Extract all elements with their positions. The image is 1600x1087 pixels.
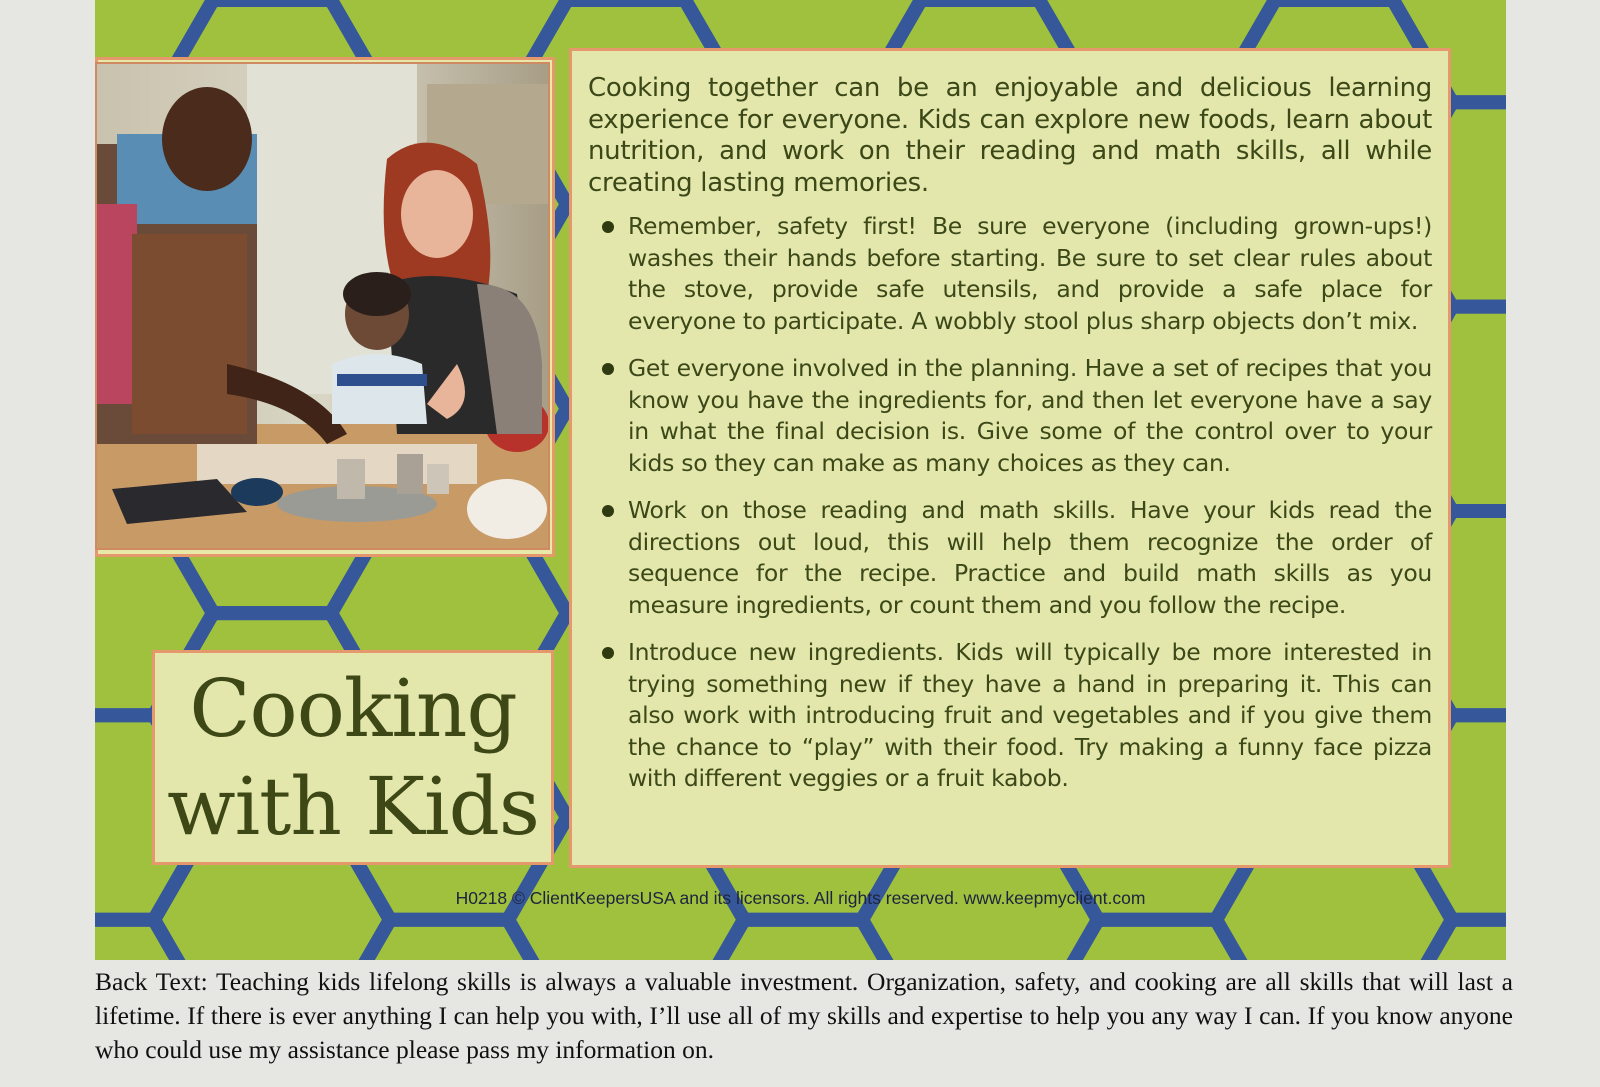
tip-item (588, 211, 1432, 337)
bullet-icon (602, 647, 614, 659)
tip-text: Get everyone involved in the planning. Have a set of recipes that you know you have the ingredients for, and then let everyone have a say in what the final decision is. Give some of the control over to your kids so they can make as many choices as they can. (628, 354, 1432, 477)
bullet-icon (602, 505, 614, 517)
tip-item (588, 637, 1432, 795)
family-cooking-photo (95, 62, 550, 550)
tip-text: Introduce new ingredients. Kids will typically be more interested in trying something new if they have a hand in preparing it. This can also work with introducing fruit and vegetables and if you give them the chance to “play” with their food. Try making a funny face pizza with different veggies or a fruit kabob. (628, 638, 1432, 792)
bullet-icon (602, 363, 614, 375)
title-box (152, 650, 554, 865)
tips-panel (569, 48, 1451, 868)
bullet-icon (602, 221, 614, 233)
intro-paragraph: Cooking together can be an enjoyable and delicious learning experience for everyone. Kids can explore new foods, learn about nutrition, and work on their reading and math skills, all while creating lasting memories. (588, 73, 1432, 198)
title-line-2: with Kids (167, 759, 539, 853)
tip-item (588, 353, 1432, 479)
tip-text: Work on those reading and math skills. Have your kids read the directions out loud, this will help them recognize the order of sequence for the recipe. Practice and build math skills as you measure ingredients, or count them and you follow the recipe. (628, 496, 1432, 619)
back-text: Back Text: Teaching kids lifelong skills is always a valuable investment. Organization, safety, and cooking are all skills that will last a lifetime. If there is ever anything I can help you with, I’ll use all of my skills and expertise to help you any way I can. If you know anyone who could use my assistance please pass my information on. (95, 967, 1513, 1064)
postcard-front (95, 0, 1506, 960)
tip-text: Remember, safety first! Be sure everyone (including grown-ups!) washes their hands before starting. Be sure to set clear rules about the stove, provide safe utensils, and provide a safe place for everyone to participate. A wobbly stool plus sharp objects don’t mix. (628, 212, 1432, 335)
title-line-1: Cooking (189, 661, 517, 755)
copyright-line: H0218 © ClientKeepersUSA and its licensors. All rights reserved. www.keepmyclient.com (455, 888, 1146, 908)
tip-item (588, 495, 1432, 621)
tips-list (588, 211, 1432, 795)
